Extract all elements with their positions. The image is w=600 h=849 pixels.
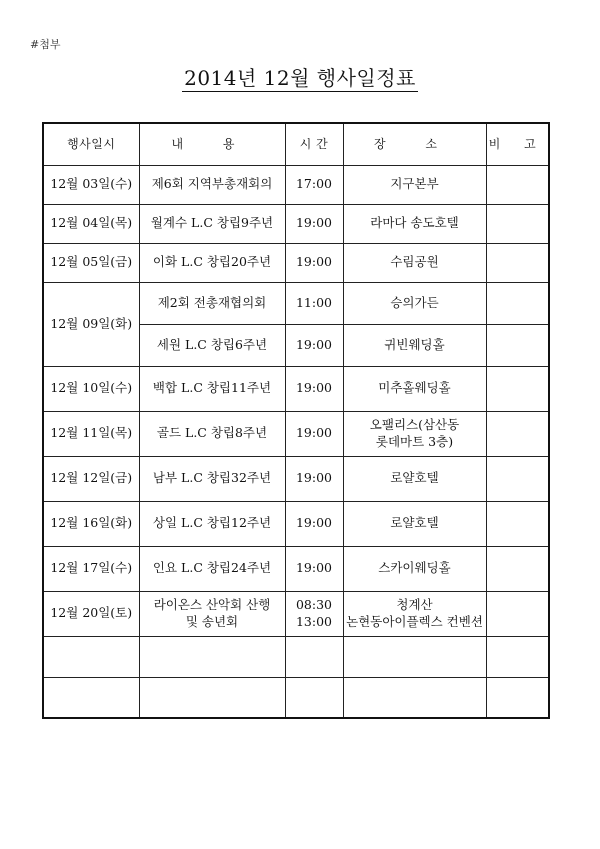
- cell-date: 12월 17일(수): [43, 546, 139, 591]
- header-time: 시 간: [285, 123, 343, 165]
- cell-content: 골드 L.C 창립8주년: [139, 411, 285, 456]
- cell-time: 19:00: [285, 204, 343, 243]
- table-row: [43, 546, 549, 591]
- cell-date: 12월 03일(수): [43, 165, 139, 204]
- cell-place: 승의가든: [343, 282, 486, 324]
- cell-empty: [486, 636, 549, 677]
- page-title: [0, 62, 600, 91]
- cell-content: 이화 L.C 창립20주년: [139, 243, 285, 282]
- cell-date: 12월 05일(금): [43, 243, 139, 282]
- cell-place-line1: 청계산: [396, 596, 433, 612]
- cell-time-line2: 13:00: [295, 613, 333, 629]
- cell-date: 12월 04일(목): [43, 204, 139, 243]
- empty-row: [43, 636, 549, 677]
- cell-empty: [43, 636, 139, 677]
- header-content: 내 용: [139, 123, 285, 165]
- cell-date: 12월 11일(목): [43, 411, 139, 456]
- cell-empty: [486, 677, 549, 718]
- header-note: 비 고: [486, 123, 549, 165]
- cell-note: [486, 165, 549, 204]
- table-header-row: [43, 123, 549, 165]
- cell-place: [343, 591, 486, 636]
- cell-content: 남부 L.C 창립32주년: [139, 456, 285, 501]
- cell-date: 12월 16일(화): [43, 501, 139, 546]
- cell-place: 라마다 송도호텔: [343, 204, 486, 243]
- table-row: [43, 243, 549, 282]
- cell-date: 12월 09일(화): [43, 282, 139, 366]
- cell-place: 귀빈웨딩홀: [343, 324, 486, 366]
- cell-time: 11:00: [285, 282, 343, 324]
- cell-date: 12월 12일(금): [43, 456, 139, 501]
- cell-content: 인요 L.C 창립24주년: [139, 546, 285, 591]
- cell-note: [486, 324, 549, 366]
- cell-content-line1: 라이온스 산악회 산행: [153, 596, 271, 612]
- cell-note: [486, 411, 549, 456]
- cell-empty: [285, 677, 343, 718]
- cell-note: [486, 501, 549, 546]
- table-row: [43, 282, 549, 324]
- cell-date: 12월 10일(수): [43, 366, 139, 411]
- cell-note: [486, 282, 549, 324]
- cell-place: 지구본부: [343, 165, 486, 204]
- cell-content: 백합 L.C 창립11주년: [139, 366, 285, 411]
- table-row: [43, 411, 549, 456]
- cell-time: 19:00: [285, 501, 343, 546]
- cell-place-line2: 논현동아이플렉스 컨벤션: [346, 613, 483, 629]
- schedule-table: [42, 122, 550, 719]
- cell-content: 상일 L.C 창립12주년: [139, 501, 285, 546]
- cell-time: 19:00: [285, 324, 343, 366]
- table-row: [43, 456, 549, 501]
- cell-time: 19:00: [285, 243, 343, 282]
- table-row: [43, 366, 549, 411]
- table-row: [43, 501, 549, 546]
- cell-time: 19:00: [285, 411, 343, 456]
- table-row: [43, 591, 549, 636]
- cell-empty: [285, 636, 343, 677]
- cell-empty: [343, 636, 486, 677]
- cell-empty: [343, 677, 486, 718]
- attachment-label: #첨부: [30, 38, 61, 51]
- cell-time: 17:00: [285, 165, 343, 204]
- cell-note: [486, 243, 549, 282]
- cell-place: [343, 411, 486, 456]
- cell-place: 미추홀웨딩홀: [343, 366, 486, 411]
- empty-row: [43, 677, 549, 718]
- cell-place: 수림공원: [343, 243, 486, 282]
- cell-place: 로얄호텔: [343, 501, 486, 546]
- cell-content: [139, 591, 285, 636]
- cell-place-line2: 롯데마트 3층): [375, 433, 454, 449]
- cell-place-line1: 오팰리스(삼산동: [369, 416, 460, 432]
- cell-content-line2: 및 송년회: [185, 613, 239, 629]
- cell-content: 월계수 L.C 창립9주년: [139, 204, 285, 243]
- cell-time-line1: 08:30: [295, 596, 333, 612]
- cell-place: 로얄호텔: [343, 456, 486, 501]
- cell-note: [486, 204, 549, 243]
- header-place: 장 소: [343, 123, 486, 165]
- cell-note: [486, 546, 549, 591]
- title-text: 2014년 12월 행사일정표: [184, 66, 416, 90]
- cell-time: 19:00: [285, 366, 343, 411]
- table-row: [43, 165, 549, 204]
- cell-place: 스카이웨딩홀: [343, 546, 486, 591]
- cell-empty: [139, 636, 285, 677]
- cell-empty: [139, 677, 285, 718]
- cell-content: 세원 L.C 창립6주년: [139, 324, 285, 366]
- cell-time: [285, 591, 343, 636]
- header-date: 행사일시: [43, 123, 139, 165]
- cell-note: [486, 366, 549, 411]
- cell-note: [486, 591, 549, 636]
- cell-date: 12월 20일(토): [43, 591, 139, 636]
- cell-content: 제6회 지역부총재회의: [139, 165, 285, 204]
- cell-time: 19:00: [285, 546, 343, 591]
- cell-note: [486, 456, 549, 501]
- cell-empty: [43, 677, 139, 718]
- cell-time: 19:00: [285, 456, 343, 501]
- cell-content: 제2회 전총재협의회: [139, 282, 285, 324]
- table-row: [43, 204, 549, 243]
